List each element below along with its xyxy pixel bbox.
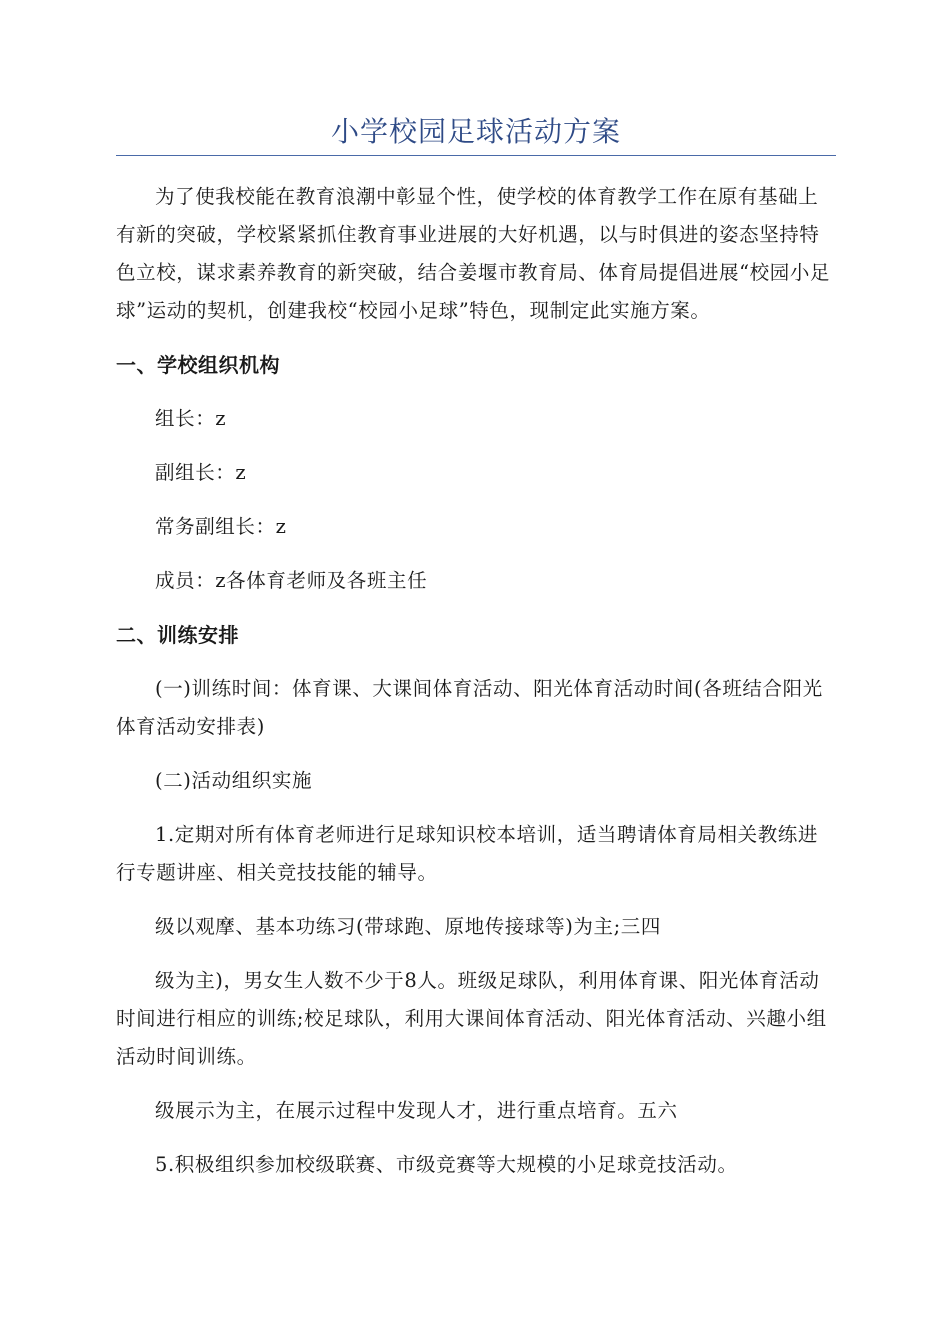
grade-showcase-paragraph: 级展示为主，在展示过程中发现人才，进行重点培育。五六 [155,1099,678,1122]
grade-practice-paragraph: 级以观摩、基本功练习(带球跑、原地传接球等)为主;三四 [155,915,661,938]
document-title: 小学校园足球活动方案 [330,115,621,148]
intro-paragraph: 为了使我校能在教育浪潮中彰显个性，使学校的体育教学工作在原有基础上有新的突破，学校紧紧抓住教育事业进展的大好机遇，以与时俱进的姿态坚持特色立校，谋求素养教育的新突破，结合姜堰市教育局、体育局提倡进展“校园小足球”运动的契机，创建我校“校园小足球”特色，现制定此实施方案。 [116,185,831,322]
competition-paragraph: 5.积极组织参加校级联赛、市级竞赛等大规模的小足球竞技活动。 [155,1153,738,1176]
org-item-members: 成员：z各体育老师及各班主任 [155,569,428,592]
org-item-leader: 组长：z [155,407,227,430]
team-training-paragraph: 级为主)，男女生人数不少于8人。班级足球队，利用体育课、阳光体育活动时间进行相应的训练;校足球队，利用大课间体育活动、阳光体育活动、兴趣小组活动时间训练。 [116,969,827,1068]
section-heading-training: 二、训练安排 [116,623,239,647]
title-underline [116,155,836,156]
section-heading-organization: 一、学校组织机构 [116,353,280,377]
org-item-executive-deputy: 常务副组长：z [155,515,287,538]
teacher-training-paragraph: 1.定期对所有体育老师进行足球知识校本培训，适当聘请体育局相关教练进行专题讲座、相关竞技技能的辅导。 [116,823,819,884]
org-item-deputy-leader: 副组长：z [155,461,247,484]
document-page [116,110,836,1200]
training-time-paragraph: (一)训练时间：体育课、大课间体育活动、阳光体育活动时间(各班结合阳光体育活动安排表) [116,677,823,738]
activity-organization-paragraph: (二)活动组织实施 [155,769,313,792]
